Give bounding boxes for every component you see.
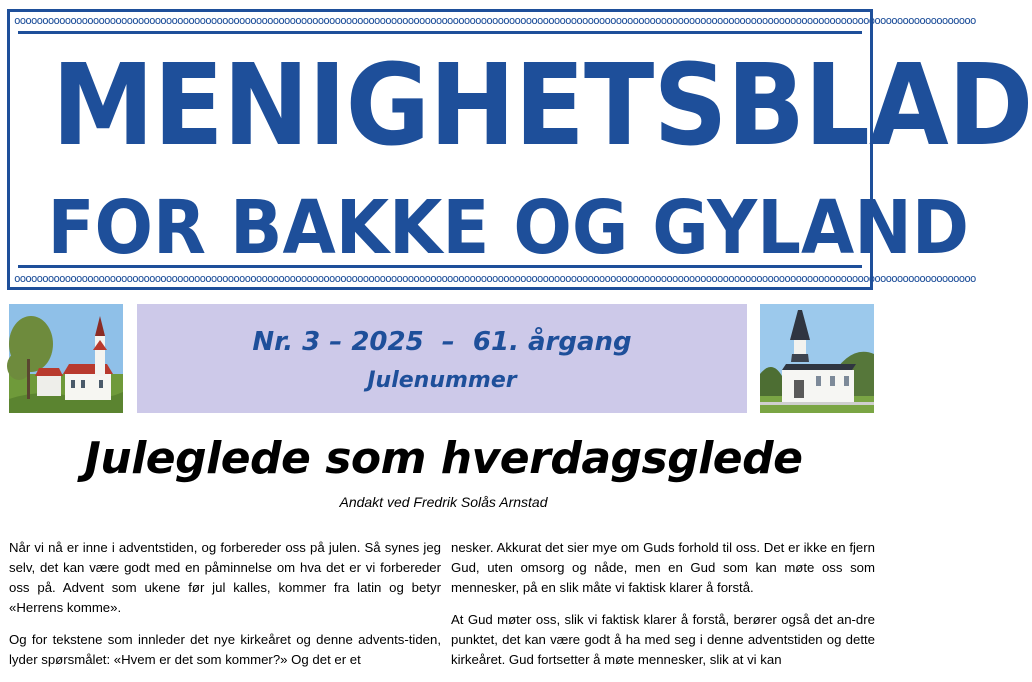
article-paragraph: Og for tekstene som innleder det nye kirkeåret og denne advents-tiden, lyder spørsmålet: «Hvem er det som kommer?» Og det er et bbox=[9, 632, 441, 667]
church-photo-left bbox=[9, 304, 123, 413]
masthead-inner-frame bbox=[18, 31, 1032, 271]
article-left-column bbox=[9, 538, 441, 682]
article-paragraph: nesker. Akkurat det sier mye om Guds forhold til oss. Det er ikke en fjern Gud, uten omsorg og nåde, men en Gud som kan møte oss som mennesker, på en slik måte vi faktisk klarer å forstå. bbox=[451, 540, 875, 595]
article-right-column bbox=[451, 538, 875, 682]
article-headline: Juleglede som hverdagsglede bbox=[84, 433, 803, 484]
issue-label: Julenummer bbox=[367, 368, 517, 393]
masthead-bottom-border-pattern: ooooooooooooooooooooooooooooooooooooooooooooooooooooooooooooooooooooooooooooooooooooooooooooooooooooooooooooooooooooooooooooooooooooooooooooooooooooooooooooooooooooooooooo bbox=[14, 272, 976, 285]
article-byline: Andakt ved Fredrik Solås Arnstad bbox=[339, 494, 548, 510]
masthead-top-border-pattern: ooooooooooooooooooooooooooooooooooooooooooooooooooooooooooooooooooooooooooooooooooooooooooooooooooooooooooooooooooooooooooooooooooooooooooooooooooooooooooooooooooooooooooo bbox=[14, 14, 976, 27]
article-paragraph: At Gud møter oss, slik vi faktisk klarer å forstå, berører også det an-dre punktet, det kan være godt å ha med seg i denne adventstiden og dette kirkeåret. Gud fortsetter å møte mennesker, slik at vi kan bbox=[451, 612, 875, 667]
issue-number: Nr. 3 – 2025 – 61. årgang bbox=[252, 327, 632, 357]
issue-info-box bbox=[137, 304, 747, 413]
church-photo-right bbox=[760, 304, 874, 413]
masthead-title: MENIGHETSBLAD bbox=[51, 41, 1032, 171]
church-right-image bbox=[760, 304, 874, 413]
article-paragraph: Når vi nå er inne i adventstiden, og forbereder oss på julen. Så synes jeg selv, det kan være godt med en påminnelse om hva det er vi forbereder oss på. Advent som ukene før jul kalles, kommer fra latin og betyr «Herrens komme». bbox=[9, 540, 441, 615]
masthead bbox=[7, 9, 1032, 290]
masthead-subtitle: FOR BAKKE OG GYLAND bbox=[47, 185, 969, 271]
church-left-image bbox=[9, 304, 123, 413]
